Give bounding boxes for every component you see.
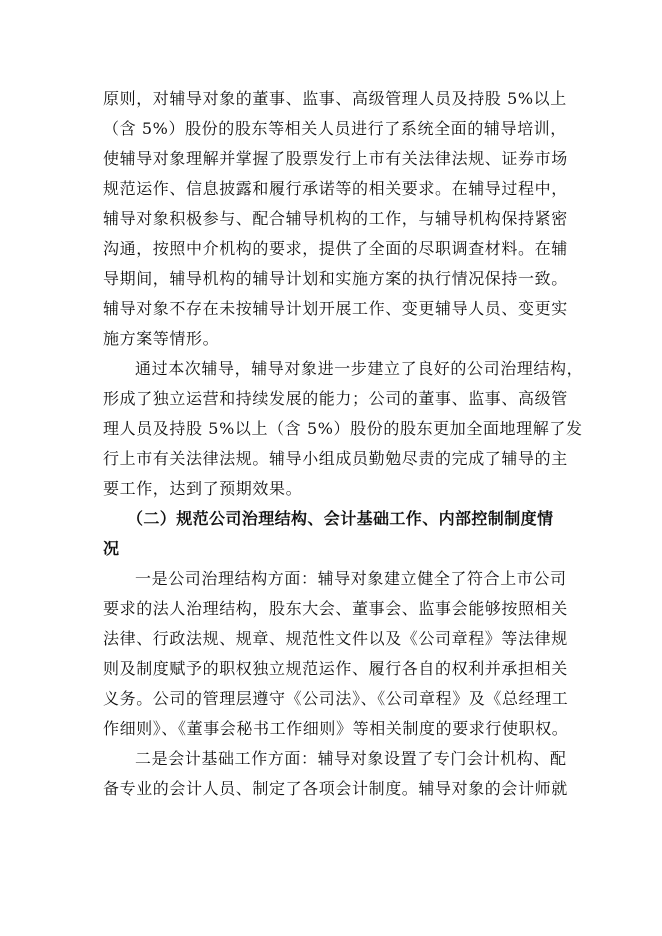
text-line: 理人员及持股 5%以上（含 5%）股份的股东更加全面地理解了发 [103,419,583,438]
heading-line: 况 [103,539,120,558]
paragraph-guidance-effect [103,354,584,504]
text-line: 通过本次辅导，辅导对象进一步建立了良好的公司治理结构， [135,359,584,378]
text-line: 一是公司治理结构方面：辅导对象建立健全了符合上市公司 [135,569,567,588]
text-line: 要求的法人治理结构，股东大会、董事会、监事会能够按照相关 [103,599,568,618]
text-line: 沟通，按照中介机构的要求，提供了全面的尽职调查材料。在辅 [103,239,568,258]
text-line: 原则，对辅导对象的董事、监事、高级管理人员及持股 5%以上 [103,89,567,108]
text-line: 辅导对象不存在未按辅导计划开展工作、变更辅导人员、变更实 [103,299,568,318]
text-line: 作细则》、《董事会秘书工作细则》等相关制度的要求行使职权。 [103,719,569,738]
text-line: （含 5%）股份的股东等相关人员进行了系统全面的辅导培训， [103,119,567,138]
text-line: 法律、行政法规、规章、规范性文件以及《公司章程》等法律规 [103,629,568,648]
text-line: 要工作，达到了预期效果。 [103,479,303,498]
paragraph-accounting-basis [103,744,569,804]
text-line: 施方案等情形。 [103,329,220,348]
text-line: 义务。公司的管理层遵守《公司法》、《公司章程》及《总经理工 [103,689,569,708]
paragraph-training-summary [103,84,569,354]
text-line: 形成了独立运营和持续发展的能力；公司的董事、监事、高级管 [103,389,568,408]
text-line: 规范运作、信息披露和履行承诺等的相关要求。在辅导过程中， [103,179,568,198]
document-body [103,84,584,804]
text-line: 导期间，辅导机构的辅导计划和实施方案的执行情况保持一致。 [103,269,568,288]
section-heading [103,504,569,564]
text-line: 备专业的会计人员、制定了各项会计制度。辅导对象的会计师就 [103,779,568,798]
text-line: 辅导对象积极参与、配合辅导机构的工作，与辅导机构保持紧密 [103,209,568,228]
heading-line: （二）规范公司治理结构、会计基础工作、内部控制制度情 [127,509,554,528]
text-line: 使辅导对象理解并掌握了股票发行上市有关法律法规、证券市场 [103,149,568,168]
text-line: 行上市有关法律法规。辅导小组成员勤勉尽责的完成了辅导的主 [103,449,568,468]
text-line: 则及制度赋予的职权独立规范运作、履行各自的权利并承担相关 [103,659,568,678]
paragraph-governance-structure [103,564,569,744]
text-line: 二是会计基础工作方面：辅导对象设置了专门会计机构、配 [135,749,567,768]
